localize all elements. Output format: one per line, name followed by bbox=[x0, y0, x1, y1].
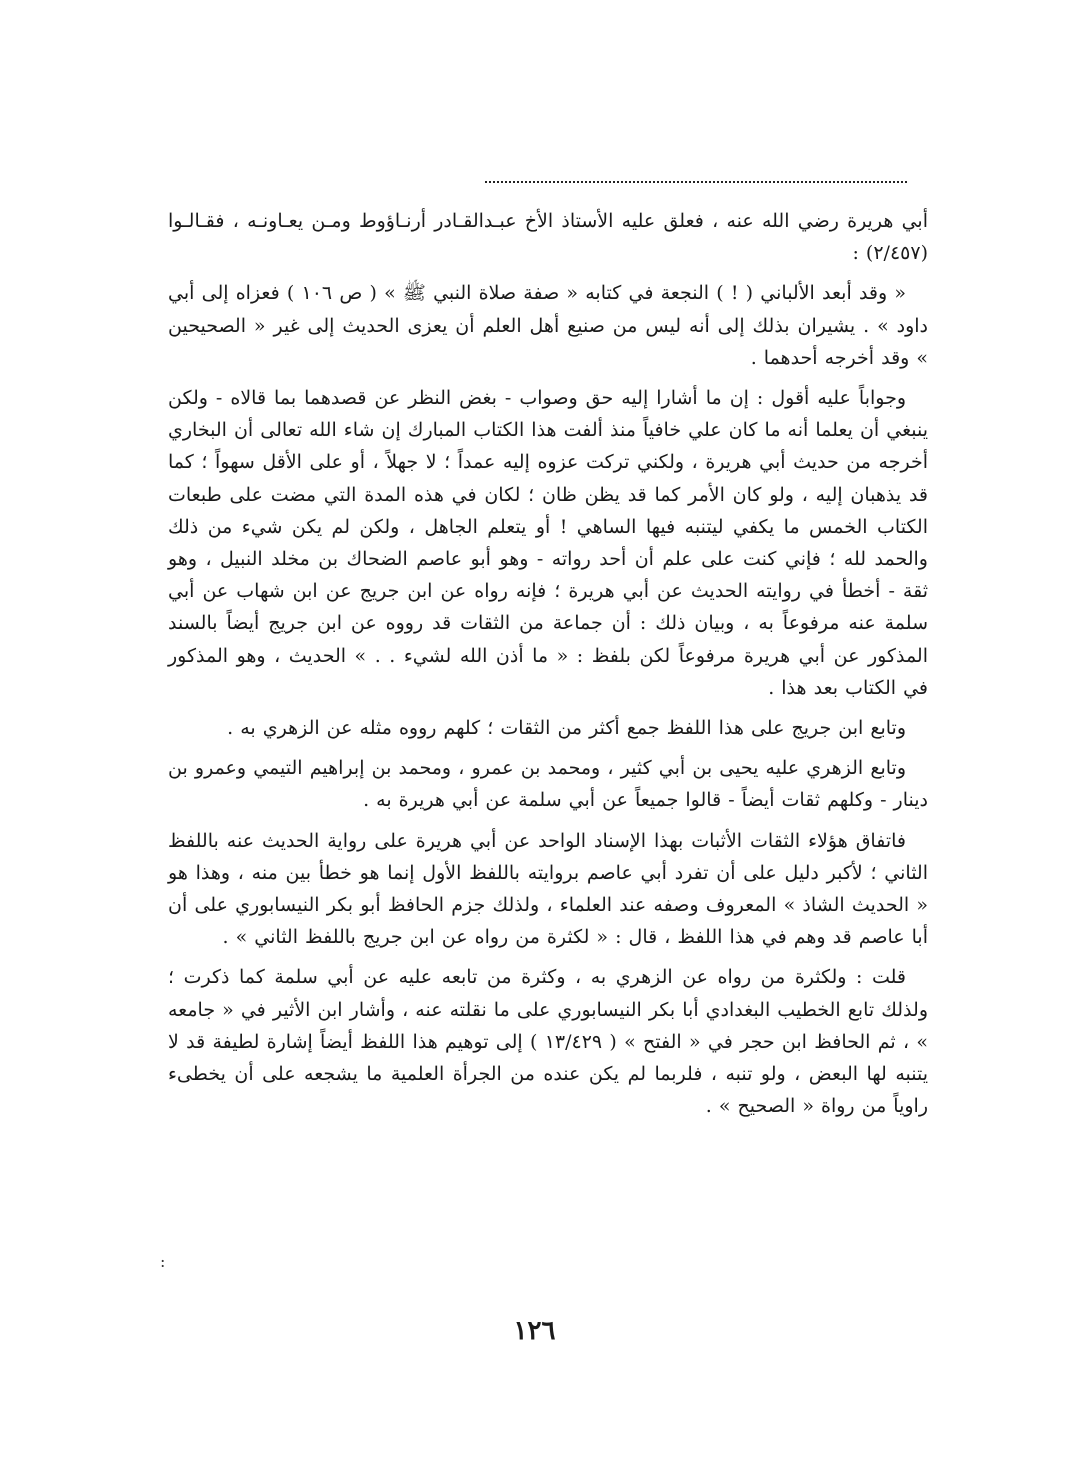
main-text-block bbox=[168, 205, 928, 1130]
paragraph-conclusion: قلت : ولكثرة من رواه عن الزهري به ، وكثرة من تابعه عليه عن أبي سلمة كما ذكرت ؛ ولذلك تابع الخطيب البغدادي أبا بكر النيسابوري على ما نقلته عنه ، وأشار ابن الأثير في « جامعه » ، ثم الحافظ ابن حجر في « الفتح » ( ١٣/٤٢٩ ) إلى توهيم هذا اللفظ أيضاً إشارة لطيفة قد لا يتنبه لها البعض ، ولو تنبه ، فلربما لم يكن عنده من الجرأة العلمية ما يشجعه على أن يخطىء راوياً من رواة « الصحيح » . bbox=[168, 966, 928, 1118]
footnote-separator-rule bbox=[485, 181, 907, 183]
paragraph-follow-up-2: وتابع الزهري عليه يحيى بن أبي كثير ، ومحمد بن عمرو ، ومحمد بن إبراهيم التيمي وعمرو بن دينار - وكلهم ثقات أيضاً - قالوا جميعاً عن أبي سلمة عن أبي هريرة به . bbox=[168, 757, 928, 812]
paragraph-follow-up-1: وتابع ابن جريج على هذا اللفظ جمع أكثر من الثقات ؛ كلهم رووه مثله عن الزهري به . bbox=[227, 717, 906, 740]
paragraph-reply: وجواباً عليه أقول : إن ما أشارا إليه حق وصواب - بغض النظر عن قصدهما بما قالاه - ولكن ينبغي أن يعلما أنه ما كان علي خافياً منذ ألفت هذا الكتاب المبارك إن شاء الله تعالى أن البخاري أخرجه من حديث أبي هريرة ، ولكني تركت عزوه إليه عمداً ؛ لا جهلاً ، أو على الأقل سهواً ؛ كما قد يذهبان إليه ، ولو كان الأمر كما قد يظن ظان ؛ لكان في هذه المدة التي مضت على طبعات الكتاب الخمس ما يكفي ليتنبه فيها الساهي ! أو يتعلم الجاهل ، ولكن لم يكن شيء من ذلك والحمد لله ؛ فإني كنت على علم أن أحد رواته - وهو أبو عاصم الضحاك بن مخلد النبيل ، وهو ثقة - أخطأ في روايته الحديث عن أبي هريرة ؛ فإنه رواه عن ابن جريج عن ابن شهاب عن أبي سلمة عنه مرفوعاً به ، وبيان ذلك : أن جماعة من الثقات قد رووه عن ابن جريج أيضاً بالسند المذكور عن أبي هريرة مرفوعاً لكن بلفظ : « ما أذن الله لشيء . . » الحديث ، وهو المذكور في الكتاب بعد هذا . bbox=[168, 387, 928, 699]
paragraph-continuation: أبي هريرة رضي الله عنه ، فعلق عليه الأستاذ الأخ عبـدالقـادر أرنـاؤوط ومـن يعـاونـه ، فقـالـوا (٢/٤٥٧) : bbox=[168, 210, 928, 265]
paragraph-consensus: فاتفاق هؤلاء الثقات الأثبات بهذا الإسناد الواحد عن أبي هريرة على رواية الحديث عنه باللفظ الثاني ؛ لأكبر دليل على أن تفرد أبي عاصم بروايته باللفظ الأول إنما هو خطأ بين منه ، وهذا هو « الحديث الشاذ » المعروف وصفه عند العلماء ، ولذلك جزم الحافظ أبو بكر النيسابوري على أن أبا عاصم قد وهم في هذا اللفظ ، قال : « لكثرة من رواه عن ابن جريج باللفظ الثاني » . bbox=[168, 829, 928, 949]
paragraph-quote: « وقد أبعد الألباني ( ! ) النجعة في كتابه « صفة صلاة النبي ﷺ » ( ص ١٠٦ ) فعزاه إلى أبي داود » . يشيران بذلك إلى أنه ليس من صنيع أهل العلم أن يعزى الحديث إلى غير « الصحيحين » وقد أخرجه أحدهما . bbox=[168, 282, 928, 369]
margin-mark: : bbox=[160, 1252, 166, 1271]
page-number: ١٢٦ bbox=[513, 1316, 556, 1346]
